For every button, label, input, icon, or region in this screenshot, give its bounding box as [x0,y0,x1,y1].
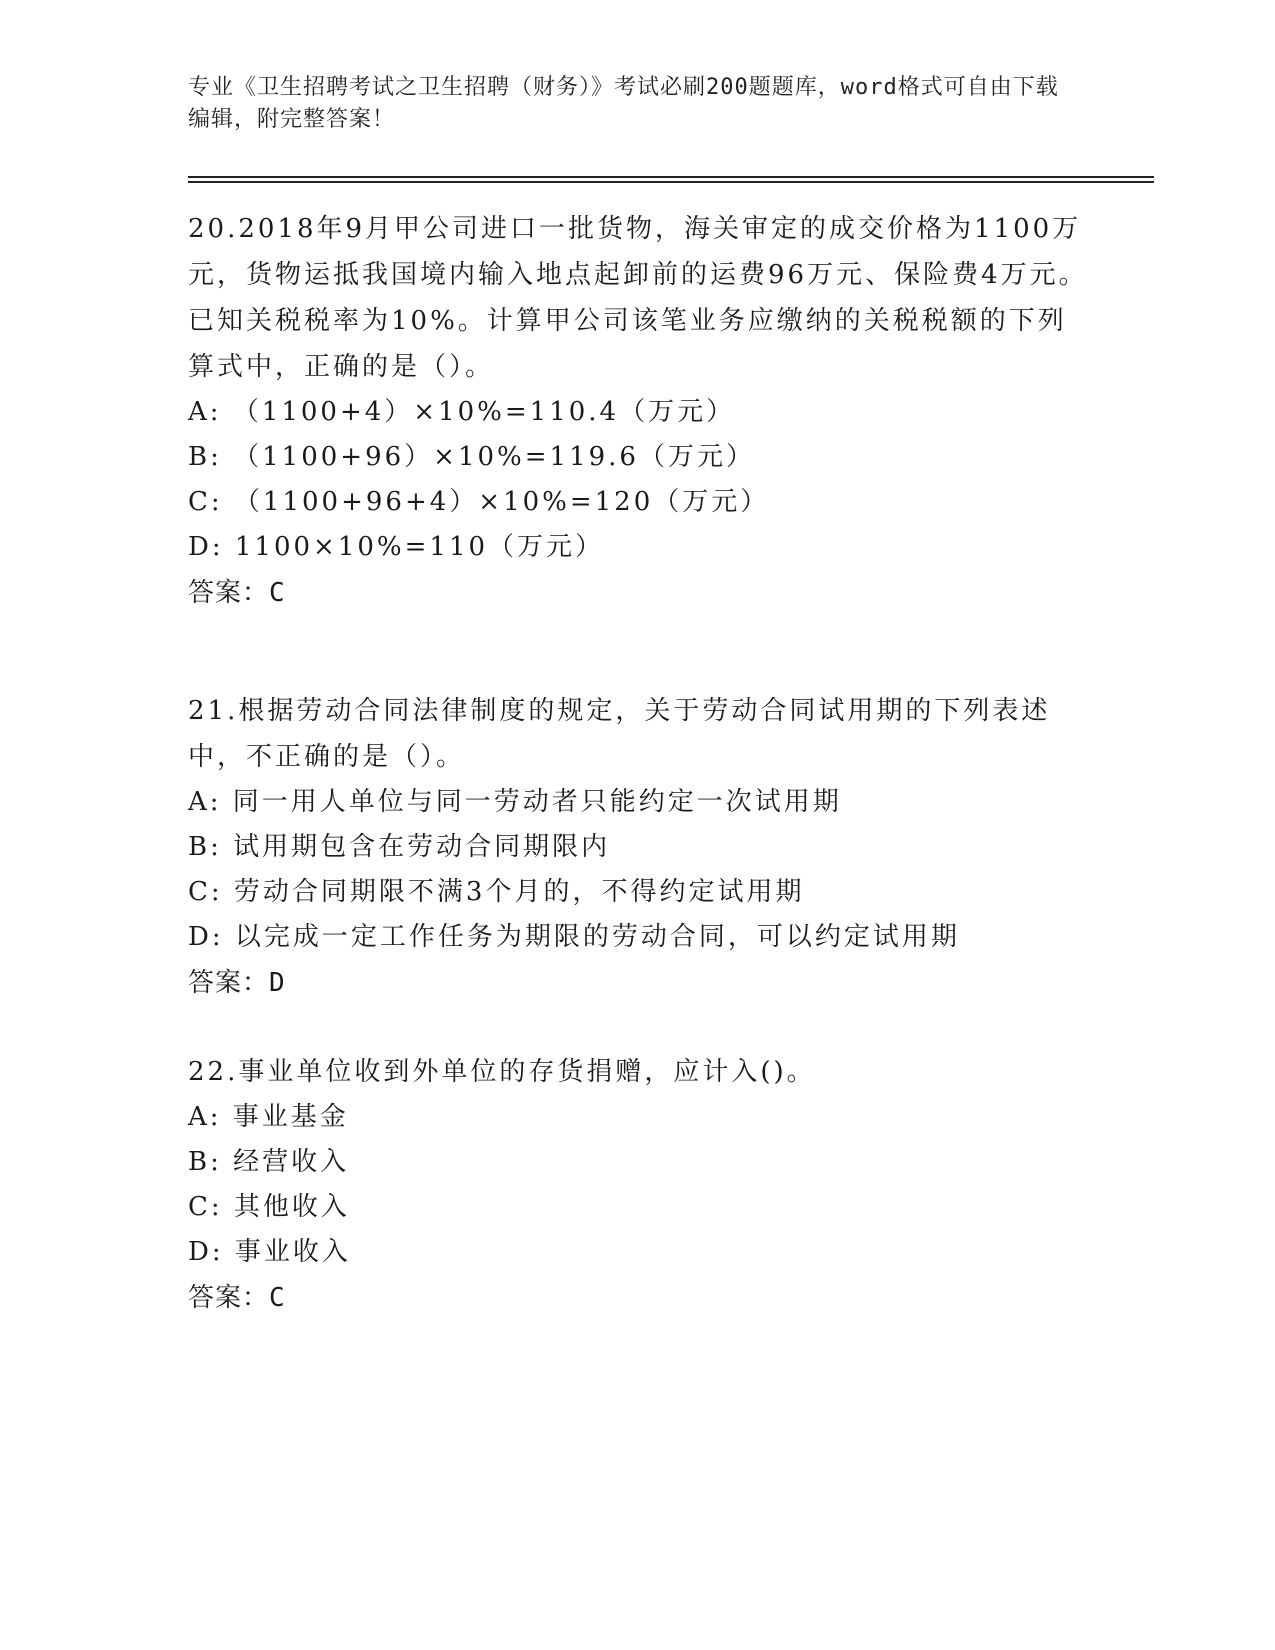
answer-text: 答案：D [188,968,286,998]
option-a: A: 事业基金 [188,1102,349,1132]
option-d: D: 事业收入 [188,1237,351,1267]
answer-text: 答案：C [188,1283,286,1313]
header-divider-line [188,181,1154,183]
option-b: B: （1100+96）×10%=119.6（万元） [188,442,755,472]
question-22 [188,1049,1088,1321]
option-c: C: 劳动合同期限不满3个月的，不得约定试用期 [188,877,805,907]
answer-text: 答案：C [188,578,286,608]
option-c: C: 其他收入 [188,1192,350,1222]
option-c: C: （1100+96+4）×10%=120（万元） [188,487,770,517]
option-d: D: 以完成一定工作任务为期限的劳动合同，可以约定试用期 [188,922,960,952]
option-b: B: 试用期包含在劳动合同期限内 [188,832,611,862]
header-divider-line [188,176,1154,178]
question-stem: 20.2018年9月甲公司进口一批货物，海关审定的成交价格为1100万元，货物运抵我国境内输入地点起卸前的运费96万元、保险费4万元。已知关税税率为10%。计算甲公司该笔业务应缴纳的关税税额的下列算式中，正确的是（）。 [188,214,1088,382]
question-20 [188,206,1088,616]
option-b: B: 经营收入 [188,1147,350,1177]
question-stem: 21.根据劳动合同法律制度的规定，关于劳动合同试用期的下列表述中，不正确的是（）。 [188,696,1051,772]
option-d: D: 1100×10%=110（万元） [188,532,605,562]
question-21 [188,688,1088,1006]
question-stem: 22.事业单位收到外单位的存货捐赠，应计入()。 [188,1057,816,1087]
option-a: A: 同一用人单位与同一劳动者只能约定一次试用期 [188,787,842,817]
document-header-text: 专业《卫生招聘考试之卫生招聘（财务）》考试必刷200题题库，word格式可自由下载编辑，附完整答案！ [188,75,1059,132]
option-a: A: （1100+4）×10%=110.4（万元） [188,397,736,427]
